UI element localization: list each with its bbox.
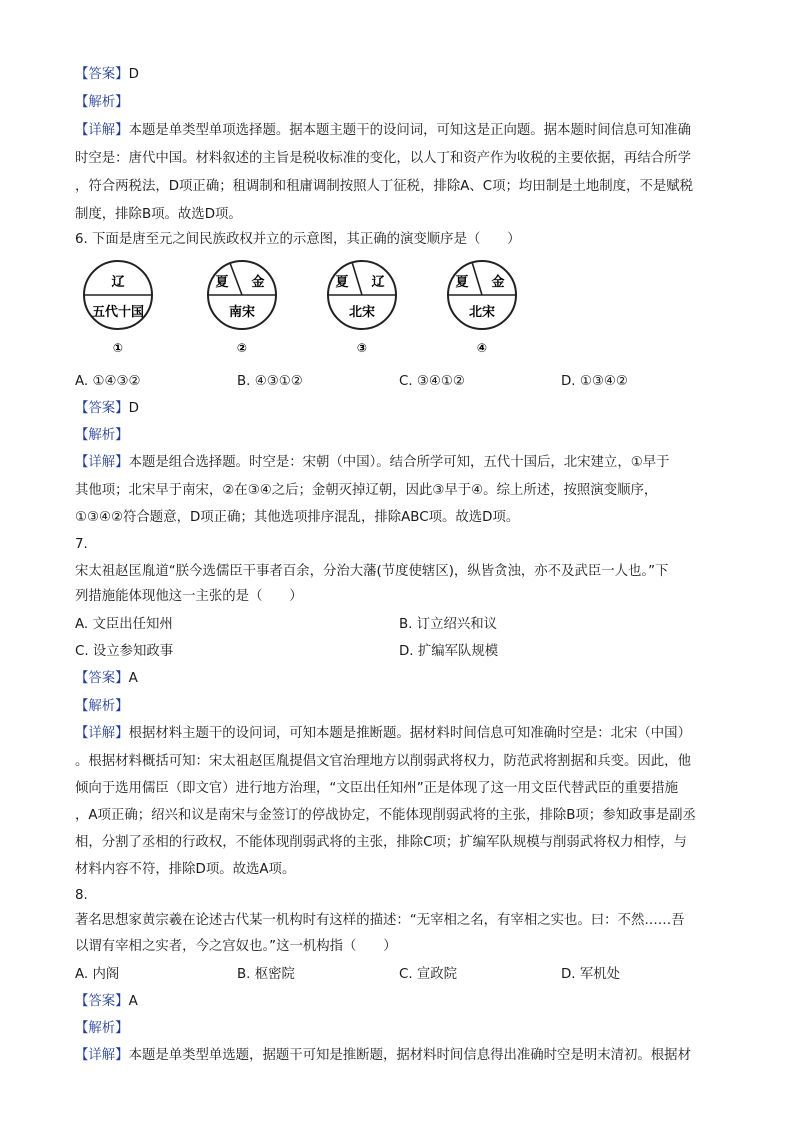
- q7-number: 7.: [75, 537, 88, 552]
- q7-answer: 【答案】A: [75, 671, 138, 686]
- q8-option-d[interactable]: D. 军机处: [561, 967, 620, 982]
- q5-detail-line-3: ，符合两税法，D项正确；租调制和租庸调制按照人丁征税，排除A、C项；均田制是土地制度，不是赋税: [75, 179, 694, 194]
- circle-3-left: 夏: [335, 275, 349, 290]
- q6-regime-diagram: [80, 258, 540, 358]
- circle-3-right: 辽: [371, 275, 385, 290]
- circle-2-number: ②: [236, 341, 248, 355]
- q6-detail-line-2: 其他项；北宋早于南宋，②在③④之后；金朝灭掉辽朝，因此③早于④。综上所述，按照演变顺序，: [75, 483, 658, 498]
- circle-4-right: 金: [491, 275, 505, 290]
- q5-detail-line-2: 时空是：唐代中国。材料叙述的主旨是税收标准的变化，以人丁和资产作为收税的主要依据，再结合所学: [75, 151, 691, 166]
- q7-stem-line-2: 列措施能体现他这一主张的是（ ）: [75, 589, 303, 604]
- q5-detail-line-4: 制度，排除B项。故选D项。: [75, 207, 242, 222]
- circle-2-bottom: 南宋: [228, 305, 256, 320]
- q8-option-a[interactable]: A. 内阁: [75, 967, 120, 982]
- q7-detail-line-6: 材料内容不符，排除D项。故选A项。: [75, 862, 296, 877]
- q8-stem-line-2: 以谓有宰相之实者，今之宫奴也。”这一机构指（ ）: [75, 939, 397, 954]
- q7-analysis-tag: 【解析】: [75, 699, 129, 714]
- q6-answer: 【答案】D: [75, 401, 139, 416]
- circle-4-bottom: 北宋: [468, 305, 496, 320]
- circle-1-top: 辽: [111, 275, 125, 290]
- q6-stem: 6. 下面是唐至元之间民族政权并立的示意图，其正确的演变顺序是（ ）: [75, 232, 521, 247]
- circle-3-bottom: 北宋: [348, 305, 376, 320]
- circle-3-number: ③: [356, 341, 368, 355]
- q6-option-b[interactable]: B. ④③①②: [237, 374, 303, 389]
- q7-detail-line-3: 倾向于选用儒臣（即文官）进行地方治理，“文臣出任知州”正是体现了这一用文臣代替武臣的重要措施: [75, 781, 679, 796]
- q5-detail-line-1: 【详解】本题是单类型单项选择题。据本题主题干的设问词，可知这是正向题。据本题时间信息可知准确: [75, 123, 691, 138]
- diagram-circle-1: [84, 261, 152, 355]
- q7-detail-line-1: 【详解】根据材料主题干的设问词，可知本题是推断题。据材料时间信息可知准确时空是：北宋（中国）: [75, 726, 691, 741]
- q6-option-a[interactable]: A. ①④③②: [75, 374, 141, 389]
- q7-stem-line-1: 宋太祖赵匡胤道“朕今选儒臣干事者百余，分治大藩(节度使辖区)，纵皆贪浊，亦不及武臣一人也。”下: [75, 564, 669, 579]
- q6-option-d[interactable]: D. ①③④②: [561, 374, 628, 389]
- q7-option-b[interactable]: B. 订立绍兴和议: [399, 617, 498, 632]
- q6-detail-line-1: 【详解】本题是组合选择题。时空是：宋朝（中国）。结合所学可知，五代十国后，北宋建立，①早于: [75, 455, 670, 470]
- q7-option-a[interactable]: A. 文臣出任知州: [75, 617, 173, 632]
- q7-option-c[interactable]: C. 设立参知政事: [75, 644, 174, 659]
- q7-detail-line-4: ，A项正确；绍兴和议是南宋与金签订的停战协定，不能体现削弱武将的主张，排除B项；参知政事是副丞: [75, 808, 696, 823]
- q5-analysis-tag: 【解析】: [75, 95, 129, 110]
- q7-detail-line-5: 相，分割了丞相的行政权，不能体现削弱武将的主张，排除C项；扩编军队规模与削弱武将权力相悖，与: [75, 835, 687, 850]
- diagram-circle-3: [328, 261, 396, 355]
- q8-option-c[interactable]: C. 宣政院: [399, 967, 458, 982]
- q7-option-d[interactable]: D. 扩编军队规模: [399, 644, 499, 659]
- diagram-circle-4: [448, 261, 516, 355]
- q8-stem-line-1: 著名思想家黄宗羲在论述古代某一机构时有这样的描述：“无宰相之名，有宰相之实也。曰：不然……吾: [75, 913, 685, 928]
- circle-1-number: ①: [112, 341, 124, 355]
- circle-2-left: 夏: [215, 275, 229, 290]
- q7-detail-line-2: 。根据材料概括可知：宋太祖赵匡胤提倡文官治理地方以削弱武将权力，防范武将割据和兵变。因此，他: [75, 754, 691, 769]
- diagram-circle-2: [208, 261, 276, 355]
- q6-detail-line-3: ①③④②符合题意，D项正确；其他选项排序混乱，排除ABC项。故选D项。: [75, 510, 520, 525]
- circle-4-number: ④: [476, 341, 488, 355]
- q5-answer: 【答案】D: [75, 67, 139, 82]
- circle-2-right: 金: [251, 275, 265, 290]
- circle-4-left: 夏: [455, 275, 469, 290]
- q6-option-c[interactable]: C. ③④①②: [399, 374, 465, 389]
- q8-analysis-tag: 【解析】: [75, 1021, 129, 1036]
- q8-answer: 【答案】A: [75, 994, 138, 1009]
- circle-1-bottom: 五代十国: [91, 305, 145, 320]
- q6-analysis-tag: 【解析】: [75, 428, 129, 443]
- q8-option-b[interactable]: B. 枢密院: [237, 967, 295, 982]
- q8-detail-line-1: 【详解】本题是单类型单选题，据题干可知是推断题，据材料时间信息得出准确时空是明末清初。根据材: [75, 1048, 691, 1063]
- q8-number: 8.: [75, 888, 88, 903]
